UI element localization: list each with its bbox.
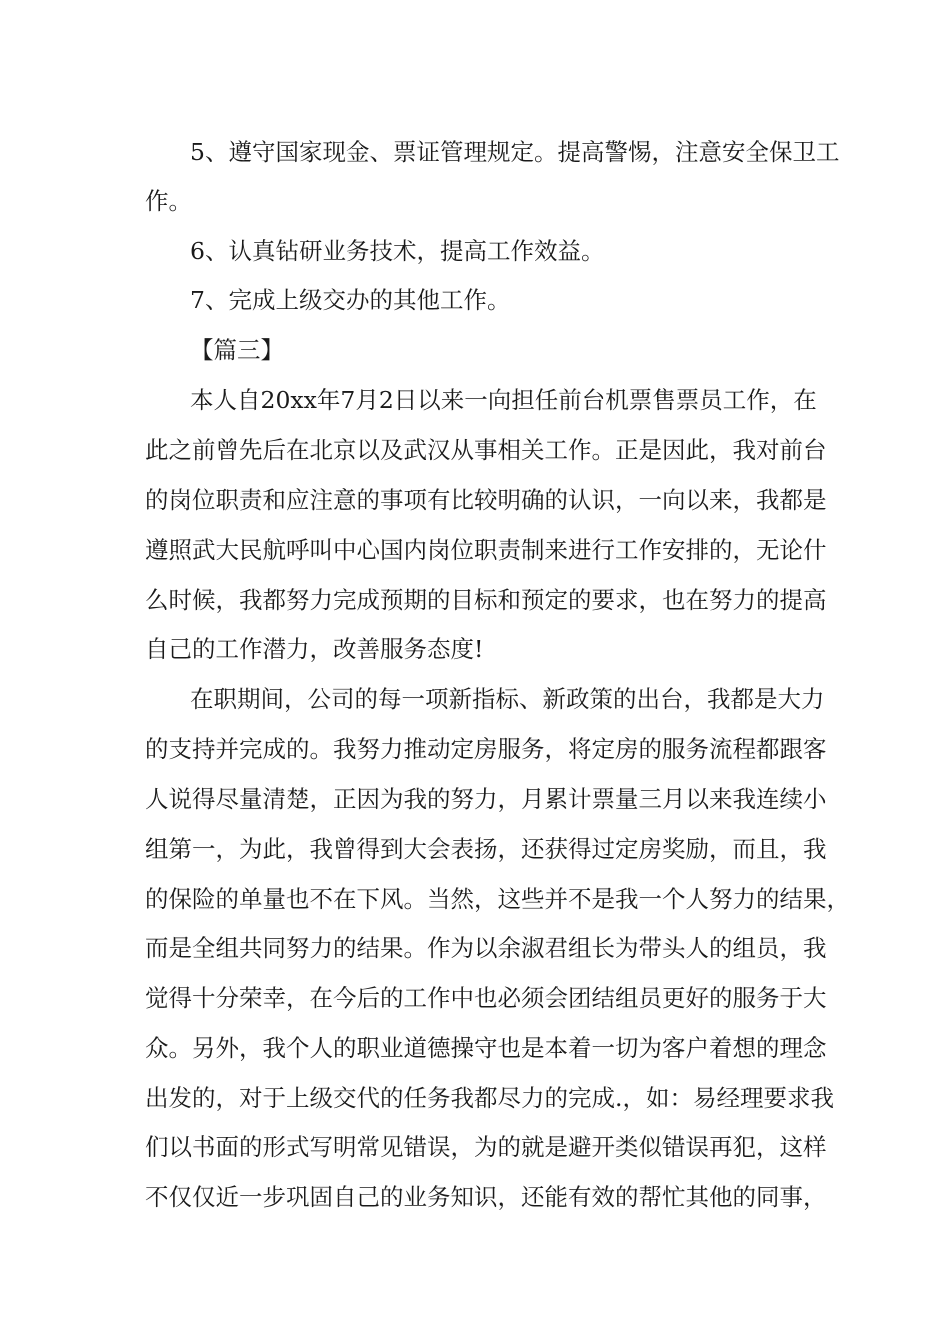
text-line: 自己的工作潜力，改善服务态度!: [145, 635, 484, 663]
text-line: 们以书面的形式写明常见错误，为的就是避开类似错误再犯，这样: [145, 1133, 827, 1161]
text-line: 觉得十分荣幸，在今后的工作中也必须会团结组员更好的服务于大: [145, 984, 827, 1012]
text-line: 5、遵守国家现金、票证管理规定。提高警惕，注意安全保卫工: [190, 138, 840, 166]
text-line: 而是全组共同努力的结果。作为以余淑君组长为带头人的组员，我: [145, 934, 827, 962]
text-line: 么时候，我都努力完成预期的目标和预定的要求，也在努力的提高: [145, 586, 827, 614]
text-line: 的岗位职责和应注意的事项有比较明确的认识，一向以来，我都是: [145, 486, 827, 514]
text-line: 出发的，对于上级交代的任务我都尽力的完成.，如：易经理要求我: [145, 1084, 834, 1112]
text-line: 在职期间，公司的每一项新指标、新政策的出台，我都是大力: [190, 685, 825, 713]
text-line: 7、完成上级交办的其他工作。: [190, 286, 511, 314]
text-line: 不仅仅近一步巩固自己的业务知识，还能有效的帮忙其他的同事，: [145, 1183, 827, 1211]
text-line: 作。: [145, 187, 192, 215]
text-line: 的保险的单量也不在下风。当然，这些并不是我一个人努力的结果，: [145, 885, 850, 913]
text-line: 本人自20xx年7月2日以来一向担任前台机票售票员工作，在: [190, 386, 817, 414]
section-heading: 【篇三】: [190, 336, 284, 364]
text-line: 6、认真钻研业务技术，提高工作效益。: [190, 237, 605, 265]
text-line: 组第一，为此，我曾得到大会表扬，还获得过定房奖励，而且，我: [145, 835, 827, 863]
text-line: 遵照武大民航呼叫中心国内岗位职责制来进行工作安排的，无论什: [145, 536, 827, 564]
text-line: 的支持并完成的。我努力推动定房服务，将定房的服务流程都跟客: [145, 735, 827, 763]
text-line: 人说得尽量清楚，正因为我的努力，月累计票量三月以来我连续小: [145, 785, 827, 813]
text-line: 众。另外，我个人的职业道德操守也是本着一切为客户着想的理念: [145, 1034, 827, 1062]
text-line: 此之前曾先后在北京以及武汉从事相关工作。正是因此，我对前台: [145, 436, 827, 464]
